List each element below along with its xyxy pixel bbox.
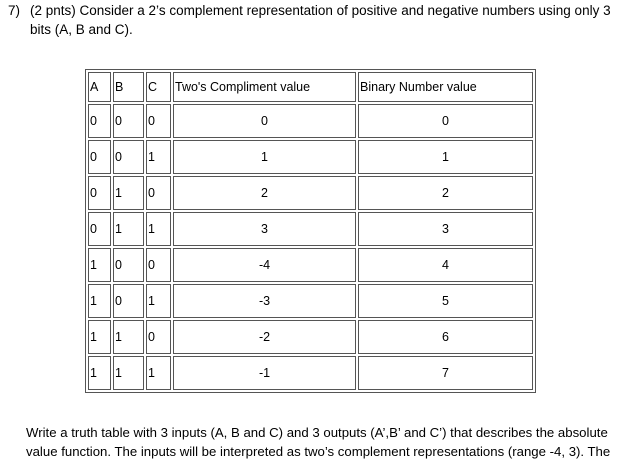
cell-c: 1 — [146, 212, 171, 246]
cell-c: 0 — [146, 248, 171, 282]
cell-binary: 7 — [358, 356, 533, 390]
cell-binary: 0 — [358, 104, 533, 138]
cell-a: 1 — [88, 248, 111, 282]
cell-a: 0 — [88, 176, 111, 210]
cell-a: 0 — [88, 140, 111, 174]
cell-b: 1 — [113, 356, 144, 390]
table-row — [88, 284, 533, 318]
header-a: A — [88, 72, 111, 102]
cell-twos: 3 — [173, 212, 356, 246]
cell-twos: -4 — [173, 248, 356, 282]
cell-binary: 6 — [358, 320, 533, 354]
cell-binary: 2 — [358, 176, 533, 210]
cell-a: 1 — [88, 320, 111, 354]
cell-binary: 3 — [358, 212, 533, 246]
cell-c: 0 — [146, 104, 171, 138]
header-binary-value: Binary Number value — [358, 72, 533, 102]
cell-binary: 1 — [358, 140, 533, 174]
cell-twos: -2 — [173, 320, 356, 354]
cell-twos: 1 — [173, 140, 356, 174]
cell-a: 1 — [88, 284, 111, 318]
cell-b: 1 — [113, 320, 144, 354]
table-row — [88, 140, 533, 174]
footer-instructions: Write a truth table with 3 inputs (A, B and C) and 3 outputs (A’,B’ and C’) that describes the absolute value function. The inputs will be interpreted as two’s complement representations (range -4, 3). The — [26, 425, 611, 459]
cell-c: 1 — [146, 284, 171, 318]
cell-a: 0 — [88, 212, 111, 246]
truth-table — [85, 69, 536, 393]
table-row — [88, 320, 533, 354]
table-row — [88, 212, 533, 246]
cell-c: 0 — [146, 320, 171, 354]
cell-twos: -1 — [173, 356, 356, 390]
cell-a: 1 — [88, 356, 111, 390]
cell-twos: 2 — [173, 176, 356, 210]
cell-b: 0 — [113, 104, 144, 138]
header-twos-complement: Two's Compliment value — [173, 72, 356, 102]
cell-b: 0 — [113, 140, 144, 174]
cell-binary: 5 — [358, 284, 533, 318]
cell-c: 1 — [146, 356, 171, 390]
cell-binary: 4 — [358, 248, 533, 282]
cell-twos: 0 — [173, 104, 356, 138]
question-text: (2 pnts) Consider a 2’s complement representation of positive and negative numbers using only 3 bits (A, B and C). — [30, 3, 611, 37]
cell-b: 1 — [113, 176, 144, 210]
table-row — [88, 356, 533, 390]
cell-b: 0 — [113, 284, 144, 318]
table-row — [88, 248, 533, 282]
header-c: C — [146, 72, 171, 102]
cell-a: 0 — [88, 104, 111, 138]
cell-b: 0 — [113, 248, 144, 282]
table-row — [88, 104, 533, 138]
cell-c: 1 — [146, 140, 171, 174]
table-header-row — [88, 72, 533, 102]
cell-b: 1 — [113, 212, 144, 246]
header-b: B — [113, 72, 144, 102]
question-number: 7) — [8, 3, 21, 18]
cell-twos: -3 — [173, 284, 356, 318]
cell-c: 0 — [146, 176, 171, 210]
table-row — [88, 176, 533, 210]
